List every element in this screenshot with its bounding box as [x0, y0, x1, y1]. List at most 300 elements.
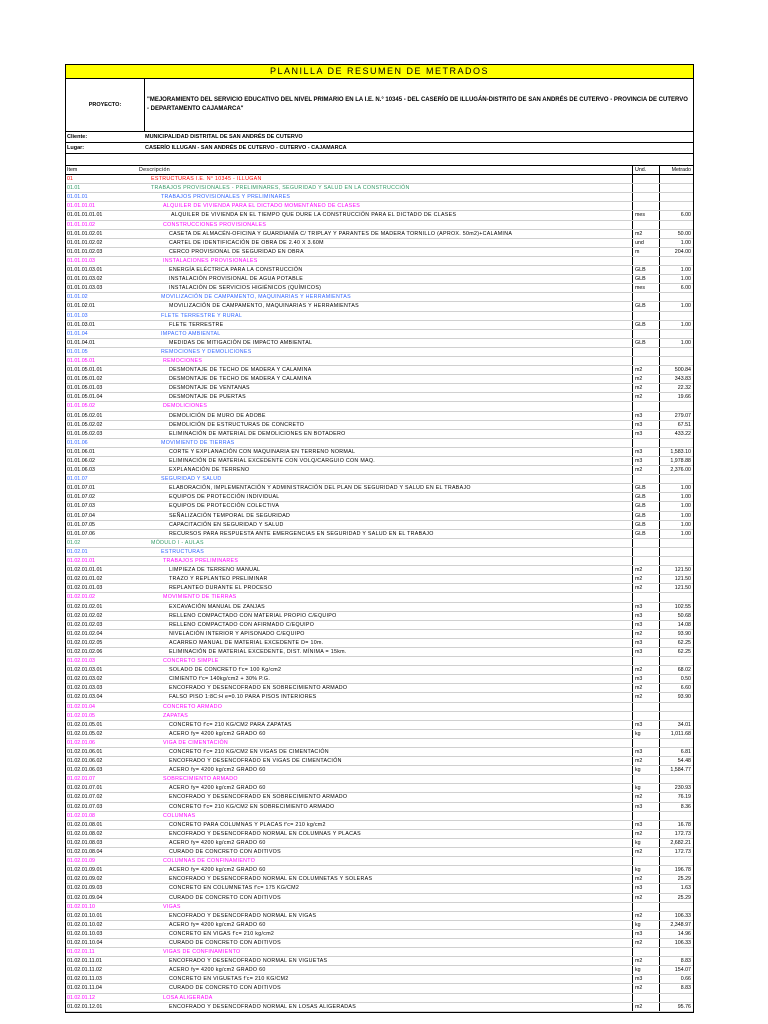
- cell-item: 01.02.01.11.03: [67, 976, 102, 983]
- cell-unit: m2: [632, 666, 659, 674]
- cell-description: DESMONTAJE DE VENTANAS: [169, 385, 250, 392]
- cell-unit: kg: [632, 966, 659, 974]
- cell-unit: m2: [632, 848, 659, 856]
- cell-description: CONCRETO f'c= 210 KG/CM2 EN VIGAS DE CIMENTACIÓN: [169, 749, 329, 755]
- cell-item: 01.01.07.03: [67, 503, 95, 510]
- cell-description: EQUIPOS DE PROTECCIÓN INDIVIDUAL: [169, 494, 280, 501]
- cell-metrado: [659, 184, 693, 192]
- cell-metrado: 25.29: [659, 894, 693, 902]
- cell-description: TRABAJOS PROVISIONALES - PRELIMINARES, SEGURIDAD Y SALUD EN LA CONSTRUCCIÓN: [151, 185, 410, 192]
- cell-description: COLUMNAS DE CONFINAMIENTO: [163, 858, 256, 865]
- cell-metrado: 1.00: [659, 521, 693, 529]
- cell-metrado: 1.00: [659, 239, 693, 247]
- table-row: [66, 857, 693, 866]
- cell-item: 01.01: [67, 185, 81, 192]
- cell-metrado: [659, 539, 693, 547]
- table-row: [66, 421, 693, 430]
- cell-unit: GLB: [632, 266, 659, 274]
- table-row: [66, 894, 693, 903]
- cell-description: IMPACTO AMBIENTAL: [161, 330, 221, 337]
- cell-metrado: [659, 657, 693, 665]
- cell-metrado: 1,978.88: [659, 457, 693, 465]
- col-item-header: Item: [67, 167, 78, 173]
- cell-unit: [632, 439, 659, 447]
- cell-unit: m2: [632, 384, 659, 392]
- cell-unit: m2: [632, 984, 659, 992]
- cell-unit: m2: [632, 366, 659, 374]
- table-row: [66, 766, 693, 775]
- table-row: [66, 321, 693, 330]
- cell-unit: m3: [632, 448, 659, 456]
- cell-unit: [632, 357, 659, 365]
- cell-description: ACERO fy= 4200 kg/cm2 GRADO 60: [169, 839, 266, 846]
- cell-unit: [632, 312, 659, 320]
- cell-item: 01.02.01.09.01: [67, 867, 103, 874]
- cell-unit: mes: [632, 211, 659, 219]
- cell-description: ENCOFRADO Y DESENCOFRADO EN SOBRECIMIENTO ARMADO: [169, 794, 348, 801]
- table-row: [66, 357, 693, 366]
- cell-description: CONCRETO ARMADO: [163, 703, 223, 710]
- cell-description: CORTE Y EXPLANACIÓN CON MAQUINARIA EN TERRENO NORMAL: [169, 448, 356, 455]
- cell-item: 01.01.07.02: [67, 494, 95, 501]
- cell-unit: [632, 293, 659, 301]
- cell-metrado: 93.90: [659, 693, 693, 701]
- cell-item: 01.01.02: [67, 294, 88, 301]
- cell-description: DESMONTAJE DE TECHO DE MADERA Y CALAMINA: [169, 367, 312, 374]
- table-row: [66, 830, 693, 839]
- cell-description: MOVIMIENTO DE TIERRAS: [163, 594, 237, 601]
- location-row: [65, 143, 694, 154]
- cell-item: 01.01.02.01: [67, 303, 95, 310]
- cell-unit: [632, 857, 659, 865]
- cell-item: 01.02.01.08: [67, 812, 95, 819]
- cell-description: CURADO DE CONCRETO CON ADITIVOS: [169, 849, 281, 856]
- cell-description: INSTALACIÓN DE SERVICIOS HIGIÉNICOS (QUÍMICOS): [169, 285, 322, 292]
- cell-metrado: [659, 257, 693, 265]
- cell-item: 01.02.01.05.01: [67, 721, 103, 728]
- cell-metrado: 68.02: [659, 666, 693, 674]
- cell-item: 01.01.05.01: [67, 357, 95, 364]
- cell-item: 01.01.01.02.02: [67, 239, 103, 246]
- cell-metrado: 2,348.97: [659, 921, 693, 929]
- cell-item: 01.01.04.01: [67, 339, 95, 346]
- table-row: [66, 930, 693, 939]
- table-row: [66, 630, 693, 639]
- table-row: [66, 239, 693, 248]
- cell-unit: m2: [632, 894, 659, 902]
- cell-metrado: 0.66: [659, 975, 693, 983]
- table-row: [66, 921, 693, 930]
- header-spacer: [65, 154, 694, 166]
- cell-unit: m2: [632, 466, 659, 474]
- table-row: [66, 557, 693, 566]
- cell-metrado: [659, 348, 693, 356]
- cell-item: 01.01.01.02.03: [67, 248, 103, 255]
- cell-description: RELLENO COMPACTADO CON AFIRMADO C/EQUIPO: [169, 621, 315, 628]
- cell-item: 01.02.01.11: [67, 949, 95, 956]
- metrados-sheet: [65, 64, 694, 1013]
- cell-unit: m3: [632, 457, 659, 465]
- cell-description: VIGAS: [163, 903, 181, 910]
- cell-description: VIGAS DE CONFINAMIENTO: [163, 949, 241, 956]
- cell-metrado: [659, 739, 693, 747]
- cell-unit: m2: [632, 684, 659, 692]
- cell-item: 01.02.01.04: [67, 703, 95, 710]
- cell-metrado: 95.76: [659, 1003, 693, 1011]
- cell-description: SOLADO DE CONCRETO f'c= 100 Kg/cm2: [169, 667, 282, 674]
- cell-metrado: 1.00: [659, 484, 693, 492]
- cell-description: ALQUILER DE VIVIENDA EN EL TIEMPO QUE DURE LA CONSTRUCCIÓN PARA EL DICTADO DE CLASES: [171, 212, 457, 219]
- cell-item: 01.02.01.10.02: [67, 921, 103, 928]
- cell-metrado: 172.73: [659, 830, 693, 838]
- table-row: [66, 475, 693, 484]
- cell-item: 01.02.01.02.06: [67, 648, 103, 655]
- table-row: [66, 875, 693, 884]
- cell-description: ELIMINACIÓN DE MATERIAL EXCEDENTE CON VOLQ/CARGUIO CON MAQ.: [169, 458, 376, 464]
- cell-unit: [632, 712, 659, 720]
- cell-description: CURADO DE CONCRETO CON ADITIVOS: [169, 985, 281, 992]
- table-row: [66, 366, 693, 375]
- cell-unit: [632, 193, 659, 201]
- cell-unit: GLB: [632, 530, 659, 538]
- cell-description: CONCRETO SIMPLE: [163, 658, 219, 665]
- cell-description: ELIMINACIÓN DE MATERIAL DE DEMOLICIONES EN BOTADERO: [169, 430, 346, 437]
- cell-description: EXCAVACIÓN MANUAL DE ZANJAS: [169, 603, 266, 610]
- cell-item: 01.02.01.02.02: [67, 612, 103, 619]
- cell-metrado: 1.00: [659, 339, 693, 347]
- cell-description: CIMIENTO f'c= 140kg/cm2 + 30% P.G.: [169, 676, 271, 683]
- project-label: PROYECTO:: [66, 79, 145, 131]
- cell-description: MOVIMIENTO DE TIERRAS: [161, 439, 235, 446]
- cell-metrado: 22.32: [659, 384, 693, 392]
- cell-metrado: 8.83: [659, 957, 693, 965]
- cell-unit: GLB: [632, 521, 659, 529]
- cell-item: 01.01.03.01: [67, 321, 95, 328]
- cell-item: 01.02.01.12.01: [67, 1003, 103, 1010]
- cell-description: ENCOFRADO Y DESENCOFRADO EN VIGAS DE CIMENTACIÓN: [169, 758, 342, 765]
- table-row: [66, 548, 693, 557]
- table-row: [66, 484, 693, 493]
- cell-description: ACARREO MANUAL DE MATERIAL EXCEDENTE D= 10m.: [169, 639, 324, 646]
- cell-description: CONCRETO f'c= 210 KG/CM2 PARA ZAPATAS: [169, 721, 292, 728]
- table-row: [66, 684, 693, 693]
- table-row: [66, 384, 693, 393]
- table-row: [66, 575, 693, 584]
- cell-unit: m2: [632, 1003, 659, 1011]
- cell-item: 01.02.01.07.02: [67, 794, 103, 801]
- cell-metrado: 1.00: [659, 512, 693, 520]
- cell-unit: [632, 703, 659, 711]
- table-row: [66, 721, 693, 730]
- cell-metrado: 6.60: [659, 684, 693, 692]
- cell-description: ALQUILER DE VIVIENDA PARA EL DICTADO MOMENTÁNEO DE CLASES: [163, 203, 361, 210]
- cell-unit: m3: [632, 930, 659, 938]
- cell-metrado: [659, 857, 693, 865]
- cell-description: CASETA DE ALMACÉN-OFICINA Y GUARDIANÍA C/ TRIPLAY Y PARANTES DE MADERA TORNILLO (APROX. 50m2)+CALAMINA: [169, 230, 513, 237]
- cell-unit: m2: [632, 957, 659, 965]
- table-row: [66, 430, 693, 439]
- table-row: [66, 903, 693, 912]
- cell-metrado: 93.90: [659, 630, 693, 638]
- cell-metrado: 1.63: [659, 884, 693, 892]
- cell-metrado: [659, 193, 693, 201]
- cell-description: LIMPIEZA DE TERRENO MANUAL: [169, 567, 261, 574]
- cell-item: 01.02.01.10.04: [67, 939, 103, 946]
- table-row: [66, 975, 693, 984]
- cell-description: SOBRECIMIENTO ARMADO: [163, 776, 238, 783]
- cell-unit: [632, 593, 659, 601]
- cell-description: ACERO fy= 4200 kg/cm2 GRADO 60: [169, 921, 266, 928]
- cell-unit: [632, 184, 659, 192]
- cell-unit: m2: [632, 693, 659, 701]
- cell-metrado: 102.55: [659, 603, 693, 611]
- cell-description: ENCOFRADO Y DESENCOFRADO EN SOBRECIMIENTO ARMADO: [169, 685, 348, 692]
- col-desc-header: Descripción: [139, 167, 170, 173]
- cell-item: 01.01.06: [67, 439, 88, 446]
- cell-item: 01.02.01.09.04: [67, 894, 103, 901]
- cell-item: 01.01.01.01: [67, 203, 95, 210]
- table-row: [66, 866, 693, 875]
- table-row: [66, 257, 693, 266]
- cell-description: MOVILIZACIÓN DE CAMPAMENTO, MAQUINARIAS Y HERRAMIENTAS: [169, 303, 359, 310]
- table-row: [66, 330, 693, 339]
- table-row: [66, 248, 693, 257]
- cell-unit: kg: [632, 866, 659, 874]
- cell-unit: m3: [632, 748, 659, 756]
- table-row: [66, 393, 693, 402]
- cell-unit: m3: [632, 421, 659, 429]
- cell-item: 01.01.06.01: [67, 448, 95, 455]
- cell-metrado: 50.68: [659, 612, 693, 620]
- cell-metrado: [659, 903, 693, 911]
- cell-item: 01.02.01.09.03: [67, 885, 103, 892]
- table-row: [66, 493, 693, 502]
- cell-metrado: 14.08: [659, 621, 693, 629]
- cell-description: EQUIPOS DE PROTECCIÓN COLECTIVA: [169, 503, 280, 510]
- cell-item: 01.02.01.07: [67, 776, 95, 783]
- table-row: [66, 284, 693, 293]
- cell-item: 01.02.01.03.01: [67, 667, 103, 674]
- cell-item: 01.01.07: [67, 476, 88, 483]
- cell-unit: m2: [632, 912, 659, 920]
- cell-item: 01.01.05.02.02: [67, 421, 103, 428]
- cell-metrado: [659, 775, 693, 783]
- cell-description: ENCOFRADO Y DESENCOFRADO NORMAL EN VIGUETAS: [169, 958, 328, 965]
- cell-metrado: [659, 557, 693, 565]
- table-row: [66, 466, 693, 475]
- cell-item: 01.01.06.02: [67, 458, 95, 464]
- table-row: [66, 621, 693, 630]
- cell-metrado: 172.73: [659, 848, 693, 856]
- table-row: [66, 803, 693, 812]
- cell-metrado: 6.00: [659, 284, 693, 292]
- cell-item: 01.02.01.07.03: [67, 803, 103, 810]
- cell-item: 01.02.01.06.03: [67, 767, 103, 774]
- cell-unit: [632, 330, 659, 338]
- table-header: [66, 166, 693, 175]
- cell-item: 01.02.01.08.03: [67, 839, 103, 846]
- cell-metrado: 1,584.77: [659, 766, 693, 774]
- cell-unit: GLB: [632, 302, 659, 310]
- cell-item: 01.02.01.02.04: [67, 630, 103, 637]
- cell-description: ZAPATAS: [163, 712, 189, 719]
- table-row: [66, 175, 693, 184]
- cell-description: FLETE TERRESTRE: [169, 321, 224, 328]
- cell-item: 01.01.05.01.02: [67, 376, 103, 383]
- table-row: [66, 302, 693, 311]
- cell-item: 01.01.06.03: [67, 467, 95, 474]
- cell-item: 01.02.01.03.02: [67, 676, 103, 683]
- cell-metrado: [659, 994, 693, 1002]
- cell-metrado: 34.01: [659, 721, 693, 729]
- cell-metrado: 343.83: [659, 375, 693, 383]
- cell-metrado: [659, 202, 693, 210]
- cell-description: TRABAJOS PRELIMINARES: [163, 558, 239, 565]
- cell-item: 01.02.01.05.02: [67, 730, 103, 737]
- cell-unit: [632, 548, 659, 556]
- cell-item: 01.02.01.11.04: [67, 985, 102, 992]
- cell-unit: [632, 221, 659, 229]
- cell-metrado: [659, 593, 693, 601]
- cell-unit: m2: [632, 584, 659, 592]
- cell-item: 01.02.01.08.04: [67, 849, 103, 856]
- cell-unit: m3: [632, 639, 659, 647]
- cell-unit: [632, 557, 659, 565]
- cell-unit: m3: [632, 884, 659, 892]
- cell-description: CONSTRUCCIONES PROVISIONALES: [163, 221, 267, 228]
- cell-unit: m2: [632, 875, 659, 883]
- cell-description: CONCRETO PARA COLUMNAS Y PLACAS f'c= 210 kg/cm2: [169, 821, 326, 828]
- cell-description: REMOCIONES: [163, 357, 203, 364]
- cell-description: ENERGÍA ELÉCTRICA PARA LA CONSTRUCCIÓN: [169, 267, 303, 274]
- cell-item: 01.02.01.12: [67, 994, 95, 1001]
- table-row: [66, 348, 693, 357]
- cell-metrado: 2,682.21: [659, 839, 693, 847]
- cell-description: ELABORACIÓN, IMPLEMENTACIÓN Y ADMINISTRACIÓN DEL PLAN DE SEGURIDAD Y SALUD EN EL TRABAJO: [169, 485, 471, 492]
- cell-description: TRAZO Y REPLANTEO PRELIMINAR: [169, 576, 268, 583]
- cell-item: 01.02.01.06: [67, 739, 95, 746]
- cell-description: ACERO fy= 4200 kg/cm2 GRADO 60: [169, 730, 266, 737]
- cell-item: 01.02.01.03.04: [67, 694, 103, 701]
- cell-item: 01.01.01.02.01: [67, 230, 103, 237]
- cell-unit: m3: [632, 648, 659, 656]
- cell-unit: GLB: [632, 493, 659, 501]
- cell-metrado: [659, 475, 693, 483]
- cell-unit: m2: [632, 630, 659, 638]
- cell-item: 01.01.01.03.03: [67, 285, 103, 292]
- cell-item: 01.02.01.03.03: [67, 685, 103, 692]
- cell-description: RELLENO COMPACTADO CON MATERIAL PROPIO C/EQUIPO: [169, 612, 337, 619]
- table-row: [66, 402, 693, 411]
- cell-unit: [632, 948, 659, 956]
- cell-description: ACERO fy= 4200 kg/cm2 GRADO 60: [169, 967, 266, 974]
- cell-item: 01.02.01.05: [67, 712, 95, 719]
- cell-metrado: 1.00: [659, 302, 693, 310]
- table-row: [66, 994, 693, 1003]
- table-row: [66, 593, 693, 602]
- cell-item: 01.01.05: [67, 348, 88, 355]
- cell-item: 01.02.01.02.03: [67, 621, 103, 628]
- cell-item: 01.02.01.06.01: [67, 749, 103, 755]
- cell-unit: [632, 812, 659, 820]
- table-row: [66, 502, 693, 511]
- cell-description: SEGURIDAD Y SALUD: [161, 476, 222, 483]
- cell-metrado: 50.00: [659, 230, 693, 238]
- cell-unit: [632, 994, 659, 1002]
- cell-unit: m3: [632, 430, 659, 438]
- cell-unit: [632, 348, 659, 356]
- cell-metrado: 54.48: [659, 757, 693, 765]
- cell-metrado: 1.00: [659, 266, 693, 274]
- cell-description: SEÑALIZACIÓN TEMPORAL DE SEGURIDAD: [169, 512, 291, 519]
- table-row: [66, 512, 693, 521]
- cell-item: 01.02.01.09.02: [67, 876, 103, 883]
- cell-description: INSTALACIÓN PROVISIONAL DE AGUA POTABLE: [169, 276, 304, 283]
- cell-description: CONCRETO f'c= 210 KG/CM2 EN SOBRECIMIENTO ARMADO: [169, 803, 335, 810]
- cell-description: VIGA DE CIMENTACIÓN: [163, 739, 229, 746]
- cell-metrado: 8.83: [659, 984, 693, 992]
- cell-item: 01.02.01.11.02: [67, 967, 102, 974]
- cell-unit: m2: [632, 757, 659, 765]
- cell-item: 01.02.01.09: [67, 858, 95, 865]
- cell-unit: kg: [632, 766, 659, 774]
- table-row: [66, 812, 693, 821]
- cell-unit: [632, 475, 659, 483]
- table-row: [66, 639, 693, 648]
- cell-metrado: 62.25: [659, 639, 693, 647]
- cell-metrado: [659, 548, 693, 556]
- table-row: [66, 293, 693, 302]
- cell-description: DESMONTAJE DE TECHO DE MADERA Y CALAMINA: [169, 376, 312, 383]
- cell-item: 01.01.05.02.01: [67, 412, 103, 419]
- cell-metrado: 1.00: [659, 502, 693, 510]
- cell-item: 01: [67, 176, 73, 183]
- table-row: [66, 448, 693, 457]
- cell-item: 01.02.01.02.01: [67, 603, 103, 610]
- table-row: [66, 657, 693, 666]
- cell-description: MÓDULO I - AULAS: [151, 539, 204, 546]
- cell-unit: GLB: [632, 512, 659, 520]
- cell-description: COLUMNAS: [163, 812, 196, 819]
- cell-item: 01.02.01.10.03: [67, 930, 103, 937]
- col-und-header: Und.: [632, 166, 659, 174]
- cell-unit: GLB: [632, 484, 659, 492]
- cell-item: 01.02: [67, 539, 81, 546]
- cell-unit: kg: [632, 784, 659, 792]
- cell-metrado: [659, 221, 693, 229]
- cell-metrado: 6.00: [659, 211, 693, 219]
- table-row: [66, 521, 693, 530]
- cell-metrado: 106.33: [659, 939, 693, 947]
- cell-unit: m3: [632, 621, 659, 629]
- cell-item: 01.02.01: [67, 548, 88, 555]
- table-row: [66, 666, 693, 675]
- cell-metrado: [659, 357, 693, 365]
- cell-metrado: 16.78: [659, 821, 693, 829]
- cell-metrado: 1,011.68: [659, 730, 693, 738]
- cell-unit: [632, 657, 659, 665]
- table-row: [66, 966, 693, 975]
- cell-unit: [632, 903, 659, 911]
- table-row: [66, 884, 693, 893]
- cell-unit: m3: [632, 603, 659, 611]
- table-row: [66, 312, 693, 321]
- cell-description: DEMOLICIÓN DE ESTRUCTURAS DE CONCRETO: [169, 421, 305, 428]
- cell-unit: m2: [632, 830, 659, 838]
- cell-unit: m3: [632, 675, 659, 683]
- table-row: [66, 266, 693, 275]
- cell-item: 01.01.04: [67, 330, 88, 337]
